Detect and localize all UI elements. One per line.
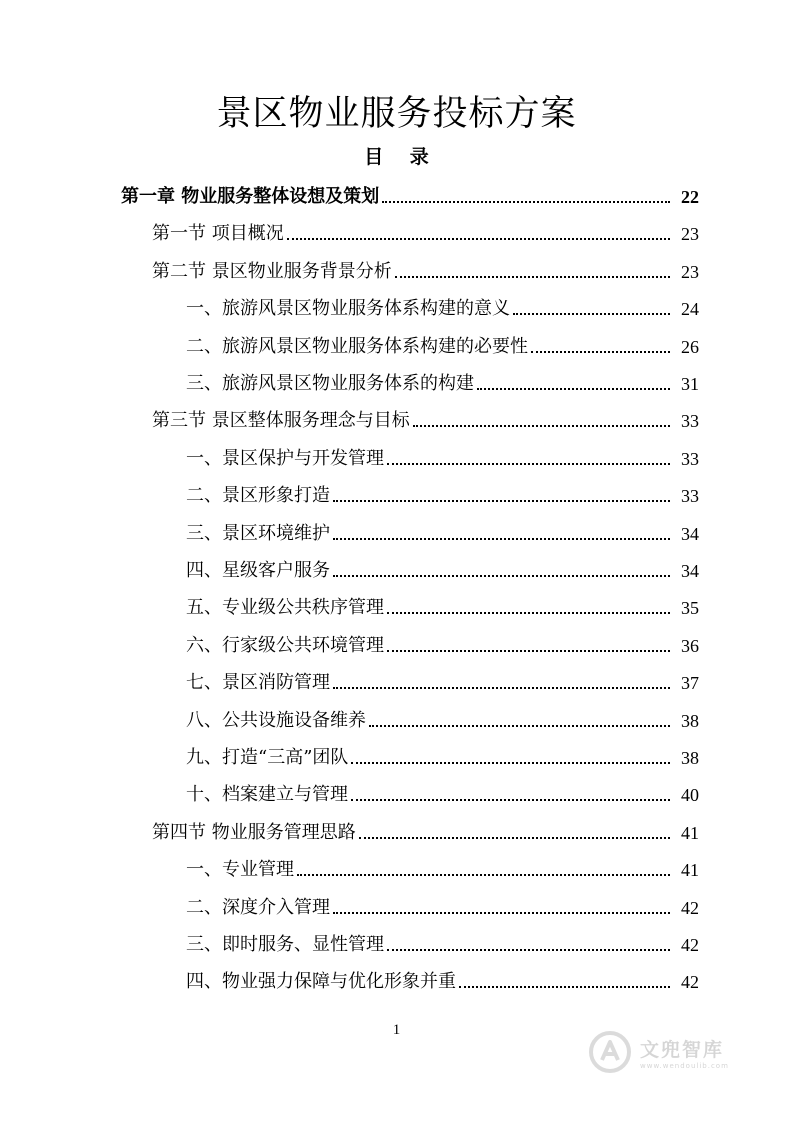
toc-dot-leader [531, 351, 670, 353]
toc-dot-leader [387, 650, 670, 652]
toc-entry[interactable] [121, 178, 699, 208]
toc-entry-page: 36 [681, 635, 699, 656]
toc-dot-leader [477, 388, 670, 390]
toc-dot-leader [333, 687, 670, 689]
watermark-name: 文兜智库 [640, 1038, 725, 1061]
toc-entry[interactable] [186, 328, 699, 358]
toc-entry[interactable] [186, 365, 699, 395]
toc-entry-title: 七、景区消防管理 [186, 672, 330, 694]
toc-dot-leader [387, 949, 670, 951]
toc-entry-title: 八、公共设施设备维养 [186, 709, 366, 731]
toc-entry-page: 37 [681, 673, 699, 694]
toc-entry-title: 三、景区环境维护 [186, 522, 330, 544]
toc-entry[interactable] [186, 739, 699, 769]
toc-entry-page: 24 [681, 299, 699, 320]
toc-entry[interactable] [186, 889, 699, 919]
toc-entry-title: 第一章 物业服务整体设想及策划 [121, 186, 380, 207]
toc-entry[interactable] [186, 963, 699, 993]
toc-dot-leader [395, 276, 670, 278]
toc-dot-leader [287, 238, 670, 240]
toc-entry-page: 22 [681, 187, 699, 207]
document-title: 景区物业服务投标方案 [216, 94, 577, 134]
toc-entry-title: 四、星级客户服务 [186, 560, 330, 581]
toc-entry-title: 三、即时服务、显性管理 [186, 934, 384, 955]
toc-entry-page: 38 [681, 748, 699, 768]
toc-entry[interactable] [186, 552, 699, 582]
toc-entry-page: 33 [681, 448, 699, 469]
toc-entry-page: 33 [681, 411, 699, 432]
toc-entry-title: 四、物业强力保障与优化形象并重 [186, 971, 456, 993]
toc-entry[interactable] [186, 440, 699, 470]
toc-entry-page: 31 [681, 374, 699, 394]
toc-dot-leader [513, 313, 670, 315]
toc-entry-title: 第三节 景区整体服务理念与目标 [152, 410, 410, 432]
toc-entry[interactable] [186, 926, 699, 956]
toc-dot-leader [351, 762, 670, 764]
watermark-url: www.wendoulib.com [640, 1061, 729, 1070]
toc-entry-title: 第二节 景区物业服务背景分析 [152, 260, 392, 282]
toc-heading: 目 录 [364, 146, 439, 168]
toc-entry[interactable] [186, 589, 699, 619]
toc-entry-title: 一、专业管理 [186, 859, 294, 881]
toc-dot-leader [333, 538, 670, 540]
toc-entry-title: 第四节 物业服务管理思路 [152, 821, 356, 843]
toc-entry[interactable] [186, 702, 699, 732]
toc-dot-leader [297, 874, 670, 876]
toc-entry-page: 26 [681, 336, 699, 357]
toc-dot-leader [369, 725, 670, 727]
toc-entry-title: 一、景区保护与开发管理 [186, 447, 384, 469]
toc-entry-title: 二、深度介入管理 [186, 896, 330, 918]
toc-entry[interactable] [186, 515, 699, 545]
toc-entry-title: 一、旅游风景区物业服务体系构建的意义 [186, 298, 510, 320]
toc-entry-page: 34 [681, 523, 699, 544]
toc-entry-title: 五、专业级公共秩序管理 [186, 597, 384, 619]
toc-dot-leader [459, 986, 670, 988]
toc-dot-leader [333, 912, 670, 914]
toc-entry-page: 41 [681, 860, 699, 881]
toc-dot-leader [333, 575, 670, 577]
toc-dot-leader [413, 425, 670, 427]
toc-entry-page: 40 [681, 785, 699, 806]
toc-entry[interactable] [152, 253, 699, 283]
toc-dot-leader [387, 612, 670, 614]
toc-dot-leader [382, 201, 670, 203]
toc-entry[interactable] [186, 290, 699, 320]
toc-entry[interactable] [152, 215, 699, 245]
toc-entry[interactable] [186, 627, 699, 657]
doubao-logo-icon [588, 1030, 632, 1074]
toc-entry-page: 42 [681, 935, 699, 955]
toc-entry-title: 第一节 项目概况 [152, 223, 284, 245]
toc-entry[interactable] [186, 664, 699, 694]
page-number: 1 [392, 1022, 401, 1038]
toc-entry-page: 34 [681, 561, 699, 581]
toc-entry-title: 六、行家级公共环境管理 [186, 634, 384, 656]
toc-entry-page: 41 [681, 822, 699, 843]
toc-entry-page: 38 [681, 710, 699, 731]
toc-entry-page: 33 [681, 486, 699, 507]
toc-entry-title: 二、旅游风景区物业服务体系构建的必要性 [186, 335, 528, 357]
toc-entry-page: 35 [681, 598, 699, 619]
toc-entry[interactable] [152, 814, 699, 844]
toc-entry[interactable] [186, 776, 699, 806]
toc-dot-leader [359, 837, 670, 839]
toc-dot-leader [351, 799, 670, 801]
toc-entry-title: 二、景区形象打造 [186, 485, 330, 507]
toc-entry-title: 九、打造“三高”团队 [186, 747, 349, 768]
toc-dot-leader [387, 463, 670, 465]
toc-entry-page: 42 [681, 897, 699, 918]
toc-entry-page: 23 [681, 261, 699, 282]
watermark [588, 1022, 768, 1082]
toc-entry-title: 三、旅游风景区物业服务体系的构建 [186, 373, 474, 394]
toc-entry-page: 42 [681, 972, 699, 993]
toc-entry[interactable] [152, 402, 699, 432]
toc-dot-leader [333, 500, 670, 502]
toc-entry[interactable] [186, 851, 699, 881]
toc-entry[interactable] [186, 477, 699, 507]
toc-entry-title: 十、档案建立与管理 [186, 784, 348, 806]
toc-entry-page: 23 [681, 224, 699, 245]
